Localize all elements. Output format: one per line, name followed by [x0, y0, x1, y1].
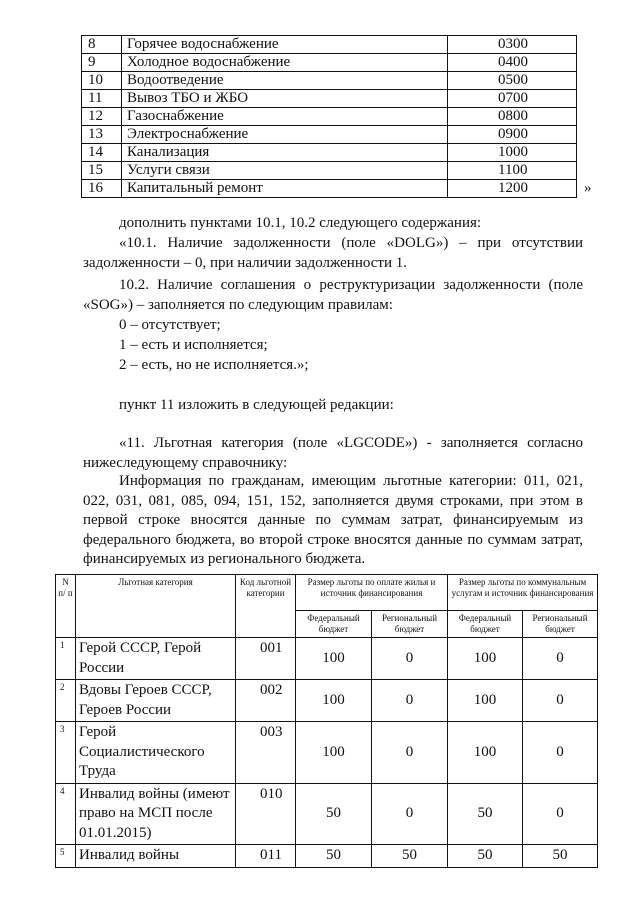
- table-row: 4 Инвалид войны (имеют право на МСП после 01.01.2015) 010 50 0 50 0: [56, 783, 598, 845]
- paragraph-10-1: «10.1. Наличие задолженности (поле «DOLG») – при отсутствии задолженности – 0, при наличии задолженности 1.: [83, 235, 583, 271]
- header-regional: Региональный бюджет: [523, 611, 598, 638]
- table-row: 1 Герой СССР, Герой России 001 100 0 100 0: [56, 638, 598, 680]
- table-row: 5 Инвалид войны 011 50 50 50 50: [56, 845, 598, 868]
- table-row: 10 Водоотведение 0500: [82, 72, 577, 90]
- paragraph-11-lgcode: «11. Льготная категория (поле «LGCODE») - заполняется согласно нижеследующему справочнику:: [83, 435, 583, 471]
- header-regional: Региональный бюджет: [372, 611, 448, 638]
- table-row: 13 Электроснабжение 0900: [82, 126, 577, 144]
- header-federal: Федеральный бюджет: [296, 611, 372, 638]
- paragraph-info: Информация по гражданам, имеющим льготные категории: 011, 021, 022, 031, 081, 085, 094, 151, 152, заполняется двумя строками, при этом в первой строке вносятся данные по суммам затрат, финансируемым из федерального бюджета, во второй строке вносятся данные по суммам затрат, финансируемых из регионального бюджета.: [83, 473, 583, 567]
- rule-0: 0 – отсутствует;: [119, 317, 221, 333]
- table-row: 11 Вывоз ТБО и ЖБО 0700: [82, 90, 577, 108]
- header-federal: Федеральный бюджет: [448, 611, 523, 638]
- header-category: Льготная категория: [76, 575, 236, 638]
- table-row: 16 Капитальный ремонт 1200: [82, 180, 577, 198]
- table-row: 12 Газоснабжение 0800: [82, 108, 577, 126]
- table-row: 8 Горячее водоснабжение 0300: [82, 36, 577, 54]
- paragraph-add-points: дополнить пунктами 10.1, 10.2 следующего содержания:: [119, 215, 482, 231]
- benefits-table: [55, 574, 598, 868]
- header-code: Код льготной категории: [236, 575, 296, 638]
- paragraph-point-11: пункт 11 изложить в следующей редакции:: [119, 397, 394, 413]
- table-row: 9 Холодное водоснабжение 0400: [82, 54, 577, 72]
- rule-2: 2 – есть, но не исполняется.»;: [119, 357, 309, 373]
- header-num: N п/ п: [56, 575, 76, 638]
- header-row: [56, 575, 598, 611]
- header-utilities: Размер льготы по коммунальным услугам и источник финансирования: [448, 575, 598, 611]
- paragraph-10-2: 10.2. Наличие соглашения о реструктуризации задолженности (поле «SOG») – заполняется по следующим правилам:: [83, 277, 583, 313]
- table-row: 15 Услуги связи 1100: [82, 162, 577, 180]
- closing-quote: »: [584, 180, 592, 196]
- services-table: [81, 35, 577, 198]
- header-housing: Размер льготы по оплате жилья и источник финансирования: [296, 575, 448, 611]
- table-row: 2 Вдовы Героев СССР, Героев России 002 100 0 100 0: [56, 680, 598, 722]
- rule-1: 1 – есть и исполняется;: [119, 337, 268, 353]
- table-row: 14 Канализация 1000: [82, 144, 577, 162]
- table-row: 3 Герой Социалистического Труда 003 100 0 100 0: [56, 722, 598, 784]
